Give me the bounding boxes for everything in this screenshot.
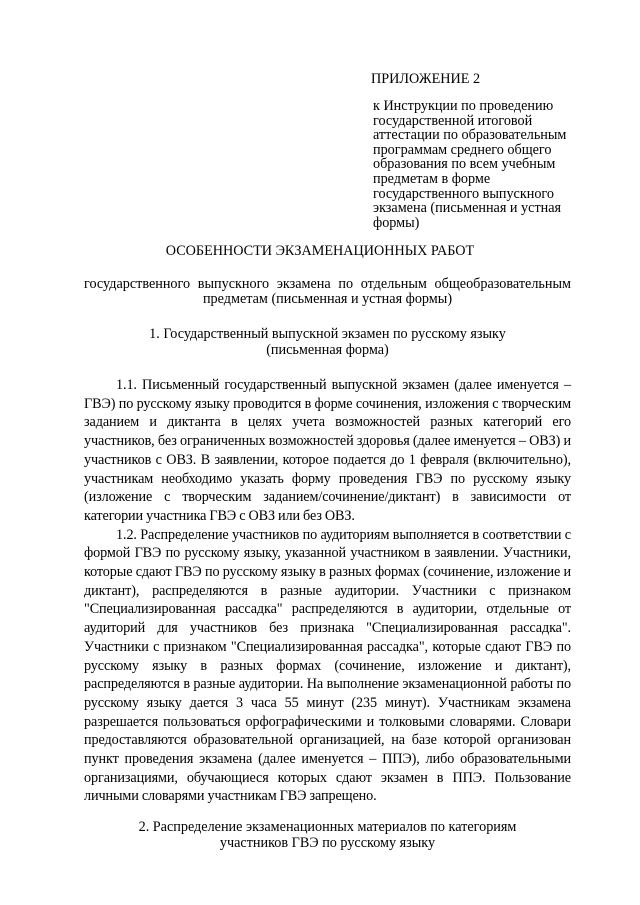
document-subtitle: государственного выпускного экзамена по отдельным общеобразовательным предметам (письменная и устная формы) — [84, 276, 571, 307]
section-2-heading-line2: участников ГВЭ по русскому языку — [219, 834, 436, 851]
paragraph-1-1: 1.1. Письменный государственный выпускной экзамен (далее именуется – ГВЭ) по русскому языку проводится в форме сочинения, изложения с творческим заданием и диктанта в целях учета возможностей разных категорий его участников, без ограниченных возможностей здоровья (далее именуется – ОВЗ) и участников с ОВЗ. В заявлении, которое подается до 1 февраля (включительно), участникам необходимо указать форму проведения ГВЭ по русскому языку (изложение с творческим заданием/сочинение/диктант) в зависимости от категории участника ГВЭ с ОВЗ или без ОВЗ. — [84, 377, 571, 524]
section-2-heading-line1: 2. Распределение экзаменационных материалов по категориям — [138, 819, 517, 835]
section-1-heading-line1: 1. Государственный выпускной экзамен по русскому языку — [149, 326, 506, 342]
paragraph-1-2: 1.2. Распределение участников по аудиториям выполняется в соответствии с формой ГВЭ по русскому языку, указанной участником в заявлении. Участники, которые сдают ГВЭ по русскому языку в разных формах (сочинение, изложение и диктант), распределяются в разные аудитории. Участники с признаком "Специализированная рассадка" распределяются в аудитории, отдельные от аудиторий для участников без признака "Специализированная рассадка". Участники с признаком "Специализированная рассадка", которые сдают ГВЭ по русскому языку в разных формах (сочинение, изложение и диктант), распределяются в разные аудитории. На выполнение экзаменационной работы по русскому языку дается 3 часа 55 минут (235 минут). Участникам экзамена разрешается пользоваться орфографическими и толковыми словарями. Словари предоставляются образовательной организацией, на базе которой организован пункт проведения экзамена (далее именуется – ППЭ), либо образовательными организациями, обучающиеся которых сдают экзамен в ППЭ. Пользование личными словарями участникам ГВЭ запрещено. — [84, 526, 571, 805]
section-1-heading — [84, 327, 571, 358]
appendix-title: ПРИЛОЖЕНИЕ 2 — [371, 71, 481, 87]
body-text — [84, 376, 571, 806]
section-2-heading — [84, 820, 571, 851]
section-1-heading-line2: (письменная форма) — [266, 341, 389, 358]
appendix-note: к Инструкции по проведению государственной итоговой аттестации по образовательным программам среднего общего образования по всем учебным предметам в форме государственного выпускного экзамена (письменная и устная формы) — [373, 98, 567, 231]
document-title: ОСОБЕННОСТИ ЭКЗАМЕНАЦИОННЫХ РАБОТ — [165, 243, 475, 259]
